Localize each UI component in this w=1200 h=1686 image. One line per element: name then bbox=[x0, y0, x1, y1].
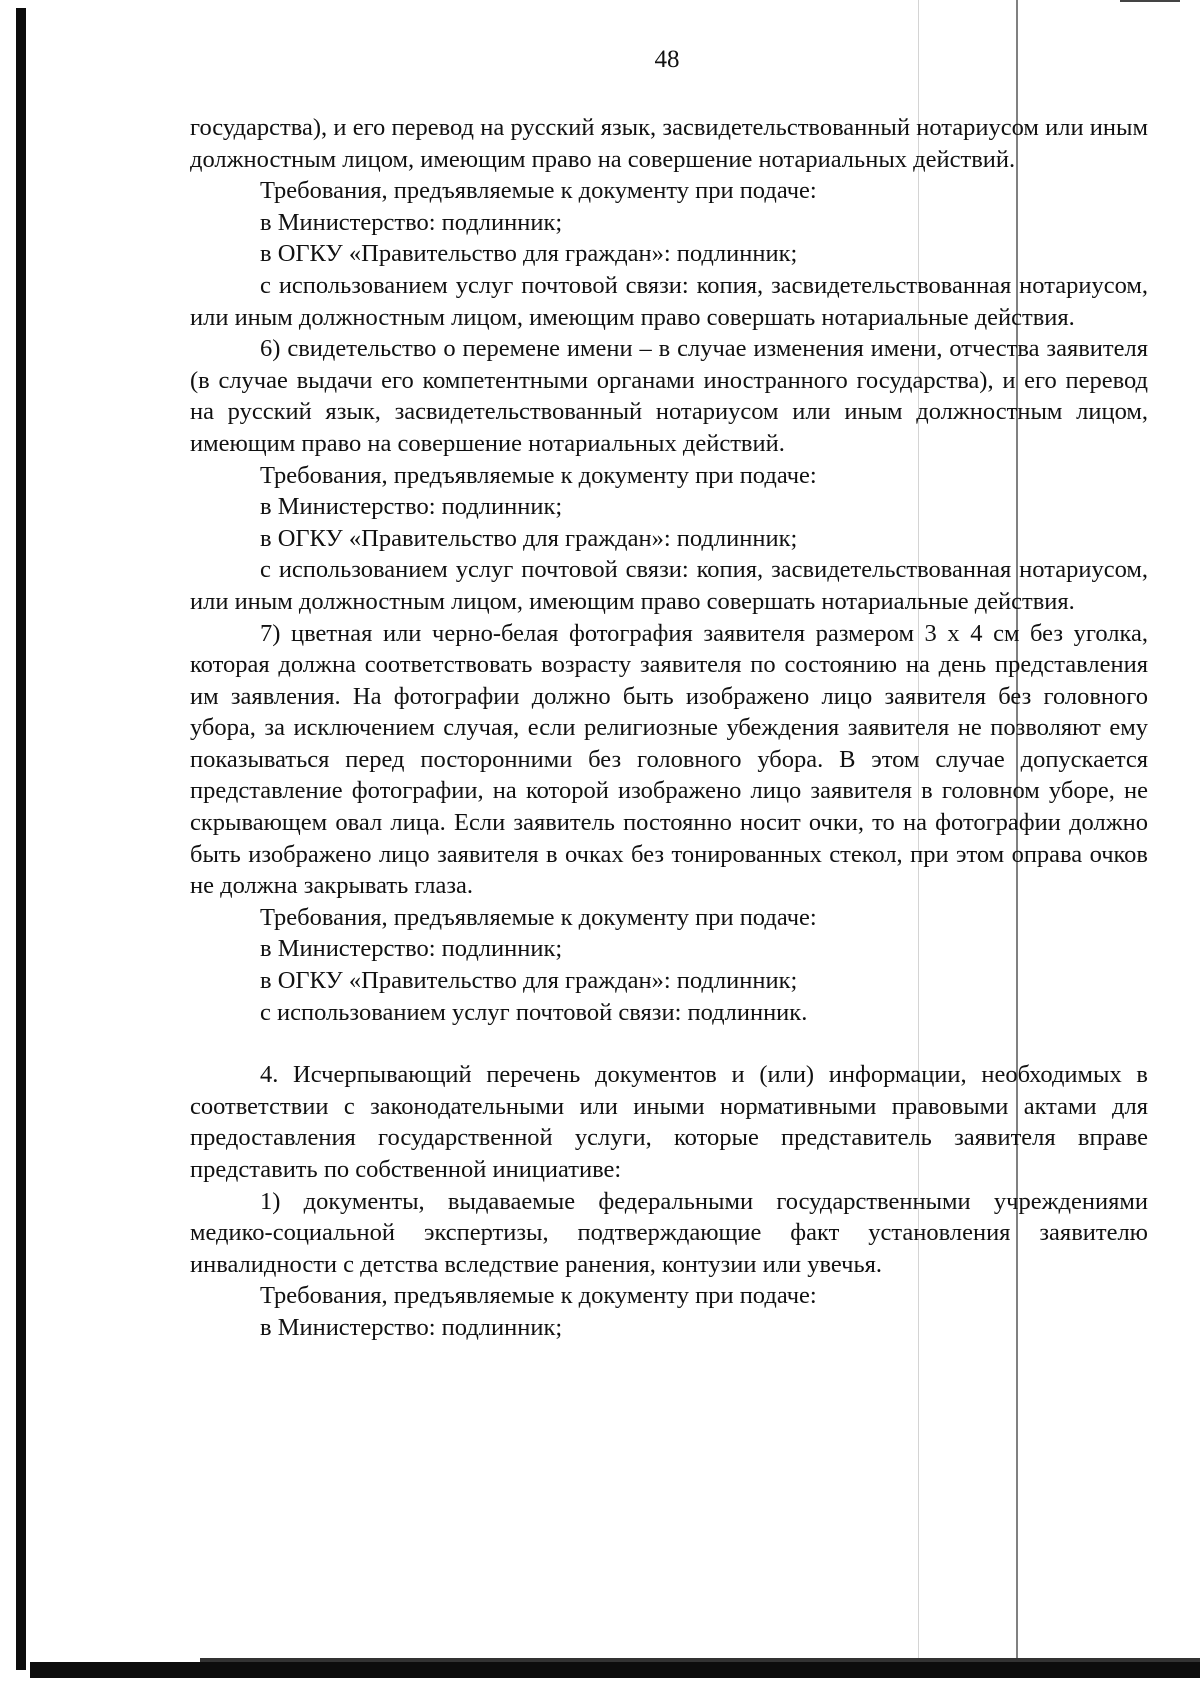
paragraph: в Министерство: подлинник; bbox=[260, 935, 563, 963]
paragraph: Требования, предъявляемые к документу при подаче: bbox=[260, 903, 817, 931]
paragraph: в Министерство: подлинник; bbox=[260, 493, 563, 521]
scan-bottom-border bbox=[30, 1662, 1200, 1678]
scan-top-rule bbox=[1120, 0, 1180, 2]
paragraph: Требования, предъявляемые к документу при подаче: bbox=[260, 1282, 817, 1310]
scan-left-border bbox=[16, 8, 26, 1670]
page-number: 48 bbox=[654, 46, 680, 73]
paragraph: в Министерство: подлинник; bbox=[260, 208, 563, 236]
paragraph: с использованием услуг почтовой связи: копия, засвидетельствованная нотариусом, или иным должностным лицом, имеющим право совершать нотариальные действия. bbox=[190, 556, 1148, 615]
paragraph: 1) документы, выдаваемые федеральными государственными учреждениями медико-социальной экспертизы, подтверждающие факт установления заявителю инвалидности с детства вследствие ранения, контузии или увечья. bbox=[190, 1187, 1148, 1278]
paragraph: 4. Исчерпывающий перечень документов и (или) информации, необходимых в соответствии с законодательными или иными нормативными правовыми актами для предоставления государственной услуги, которые представитель заявителя вправе представить по собственной инициативе: bbox=[190, 1061, 1148, 1183]
paragraph: в Министерство: подлинник; bbox=[260, 1313, 563, 1341]
paragraph: в ОГКУ «Правительство для граждан»: подлинник; bbox=[260, 240, 798, 268]
paragraph: Требования, предъявляемые к документу при подаче: bbox=[260, 177, 817, 205]
paragraph: с использованием услуг почтовой связи: копия, засвидетельствованная нотариусом, или иным должностным лицом, имеющим право совершать нотариальные действия. bbox=[190, 271, 1148, 331]
paragraph: 6) свидетельство о перемене имени – в случае изменения имени, отчества заявителя (в случае выдачи его компетентными органами иностранного государства), и его перевод на русский язык, засвидетельствованный нотариусом или иным должностным лицом, имеющим право на совершение нотариальных действий. bbox=[190, 335, 1148, 457]
section-gap bbox=[190, 1028, 1148, 1059]
paragraph: Требования, предъявляемые к документу при подаче: bbox=[260, 461, 817, 489]
document-body bbox=[190, 112, 1148, 1344]
paragraph: государства), и его перевод на русский язык, засвидетельствованный нотариусом или иным должностным лицом, имеющим право на совершение нотариальных действий. bbox=[190, 114, 1148, 173]
paragraph: с использованием услуг почтовой связи: подлинник. bbox=[260, 998, 808, 1026]
paragraph: 7) цветная или черно-белая фотография заявителя размером 3 х 4 см без уголка, которая должна соответствовать возрасту заявителя по состоянию на день представления им заявления. На фотографии должно быть изображено лицо заявителя без головного убора, за исключением случая, если религиозные убеждения заявителя не позволяют ему показываться перед посторонними без головного убора. В этом случае допускается представление фотографии, на которой изображено лицо заявителя в головном уборе, не скрывающем овал лица. Если заявитель постоянно носит очки, то на фотографии должно быть изображено лицо заявителя в очках без тонированных стекол, при этом оправа очков не должна закрывать глаза. bbox=[190, 619, 1148, 900]
paragraph: в ОГКУ «Правительство для граждан»: подлинник; bbox=[260, 967, 798, 995]
paragraph: в ОГКУ «Правительство для граждан»: подлинник; bbox=[260, 524, 798, 552]
